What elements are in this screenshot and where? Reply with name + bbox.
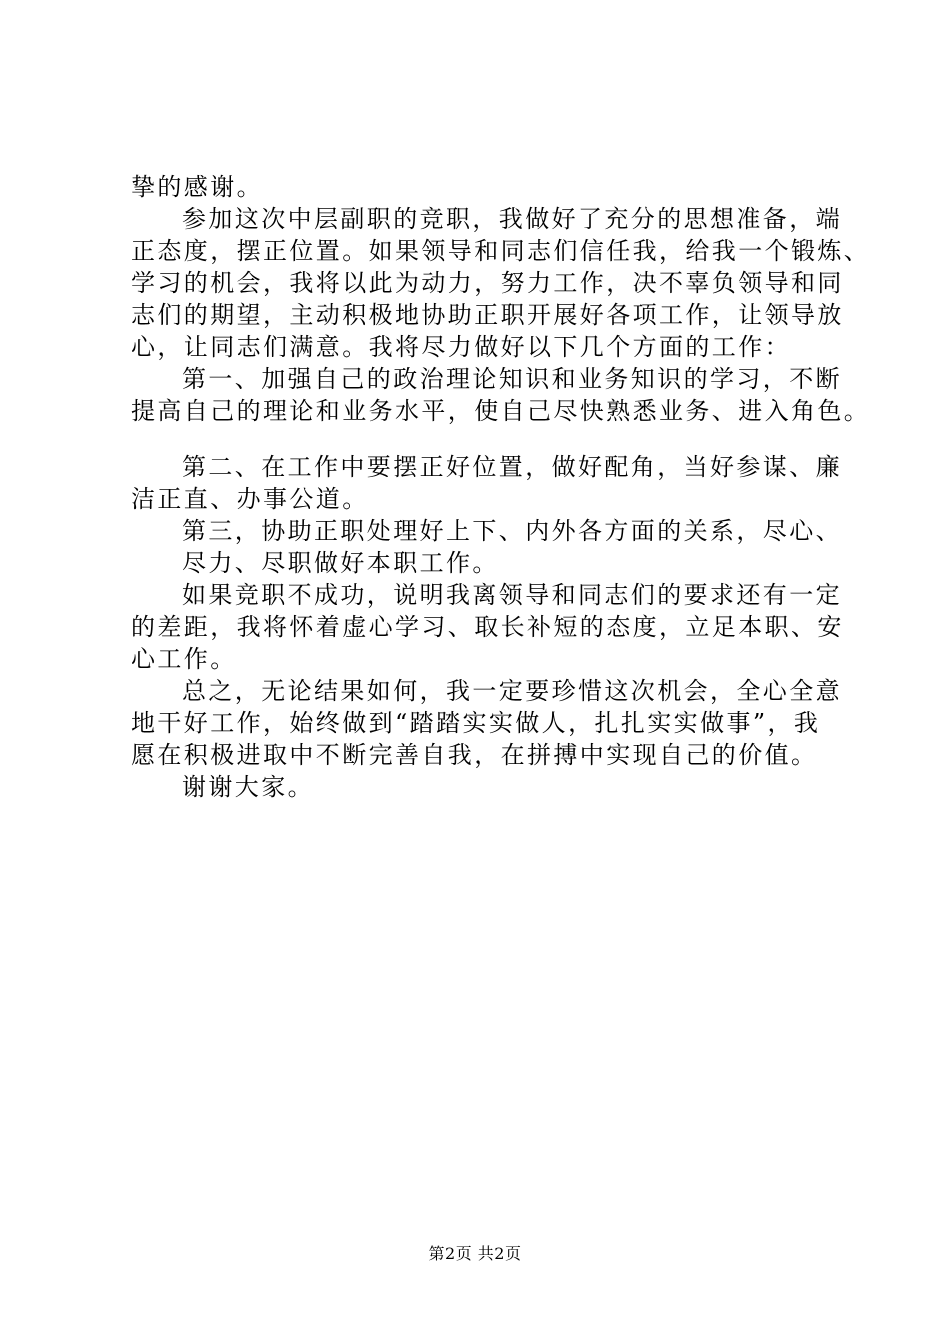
text-line: 尽力、尽职做好本职工作。 <box>182 549 499 577</box>
text-line: 如果竞职不成功，说明我离领导和同志们的要求还有一定 <box>182 581 842 609</box>
text-line: 提高自己的理论和业务水平，使自己尽快熟悉业务、进入角色。 <box>131 397 871 425</box>
text-line: 第二、在工作中要摆正好位置，做好配角，当好参谋、廉 <box>182 453 842 481</box>
text-line: 心，让同志们满意。我将尽力做好以下几个方面的工作： <box>131 333 791 361</box>
text-line: 参加这次中层副职的竞职，我做好了充分的思想准备，端 <box>182 205 842 233</box>
text-line: 谢谢大家。 <box>182 773 314 801</box>
text-line: 总之，无论结果如何，我一定要珍惜这次机会，全心全意 <box>182 677 842 705</box>
text-line: 志们的期望，主动积极地协助正职开展好各项工作，让领导放 <box>131 301 844 329</box>
text-line: 愿在积极进取中不断完善自我，在拼搏中实现自己的价值。 <box>131 741 818 769</box>
text-line: 洁正直、办事公道。 <box>131 485 369 513</box>
text-line: 第一、加强自己的政治理论知识和业务知识的学习，不断 <box>182 365 842 393</box>
text-line: 的差距，我将怀着虚心学习、取长补短的态度，立足本职、安 <box>131 613 844 641</box>
text-line: 心工作。 <box>131 645 237 673</box>
page-footer: 第2页 共2页 <box>428 1244 522 1263</box>
text-line: 正态度，摆正位置。如果领导和同志们信任我，给我一个锻炼、 <box>131 237 871 265</box>
text-line: 挚的感谢。 <box>131 173 263 201</box>
text-line: 地干好工作，始终做到“踏踏实实做人，扎扎实实做事”，我 <box>131 709 821 737</box>
text-line: 学习的机会，我将以此为动力，努力工作，决不辜负领导和同 <box>131 269 844 297</box>
text-line: 第三，协助正职处理好上下、内外各方面的关系，尽心、 <box>182 517 842 545</box>
